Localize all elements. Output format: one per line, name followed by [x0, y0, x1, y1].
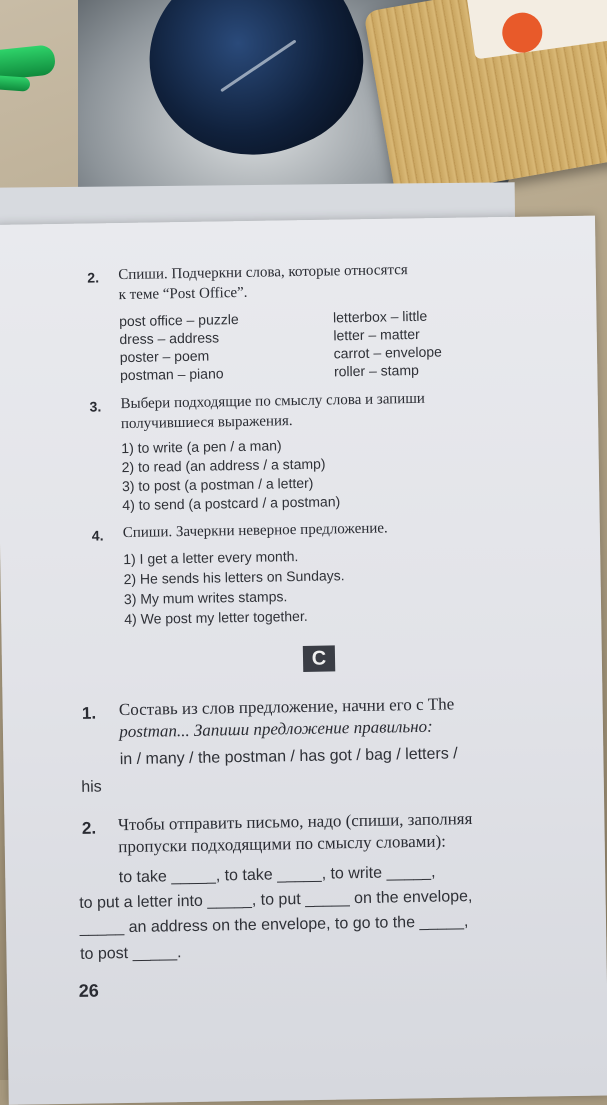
exercise-number: 2. [87, 269, 100, 286]
word-pair: carrot – envelope [333, 343, 443, 362]
list-item: 1) to write (a pen / a man) [121, 437, 282, 457]
list-item: 4) We post my letter together. [124, 607, 308, 628]
word-list: his [81, 778, 102, 796]
list-item: 2) He sends his letters on Sundays. [123, 567, 345, 588]
word-pair: letter – matter [333, 325, 420, 344]
list-item: 4) to send (a postcard / a postman) [122, 493, 341, 514]
list-item: 3) My mum writes stamps. [123, 588, 288, 608]
exercise-instruction: Составь из слов предложение, начни его с The [118, 694, 455, 720]
exercise-instruction: к теме “Post Office”. [118, 284, 248, 304]
exercise-instruction: Чтобы отправить письмо, надо (спиши, заполняя [117, 809, 473, 835]
page-number: 26 [78, 980, 99, 1001]
word-pair: letterbox – little [332, 307, 428, 326]
fill-in-line: to take _____, to take _____, to write _____, [118, 863, 436, 887]
fill-in-line: _____ an address on the envelope, to go to the _____, [79, 913, 469, 937]
list-item: 1) I get a letter every month. [123, 548, 299, 568]
exercise-instruction: Спиши. Подчеркни слова, которые относятся [118, 262, 408, 284]
exercise-number: 4. [91, 527, 104, 544]
exercise-instruction: пропуски подходящими по смыслу словами): [118, 831, 447, 857]
exercise-instruction: получившиеся выражения. [120, 413, 293, 433]
exercise-number: 1. [81, 703, 97, 723]
word-pair: poster – poem [119, 347, 210, 366]
fill-in-line: to put a letter into _____, to put _____ on the envelope, [79, 888, 473, 912]
word-pair: postman – piano [119, 365, 224, 384]
exercise-instruction: postman... Запиши предложение правильно: [119, 716, 433, 742]
list-item: 2) to read (an address / a stamp) [121, 455, 326, 476]
exercise-instruction: Выбери подходящие по смыслу слова и запиши [120, 390, 425, 413]
word-pair: post office – puzzle [118, 311, 239, 330]
exercise-number: 2. [81, 818, 97, 838]
word-pair: dress – address [119, 329, 220, 348]
list-item: 3) to post (a postman / a letter) [121, 474, 314, 495]
exercise-number: 3. [89, 398, 102, 415]
exercise-instruction: Спиши. Зачеркни неверное предложение. [122, 520, 388, 542]
section-c-badge: C [303, 645, 335, 672]
fill-in-line: to post _____. [80, 944, 182, 963]
word-list: in / many / the postman / has got / bag / letters / [119, 745, 458, 769]
word-pair: roller – stamp [333, 361, 419, 380]
